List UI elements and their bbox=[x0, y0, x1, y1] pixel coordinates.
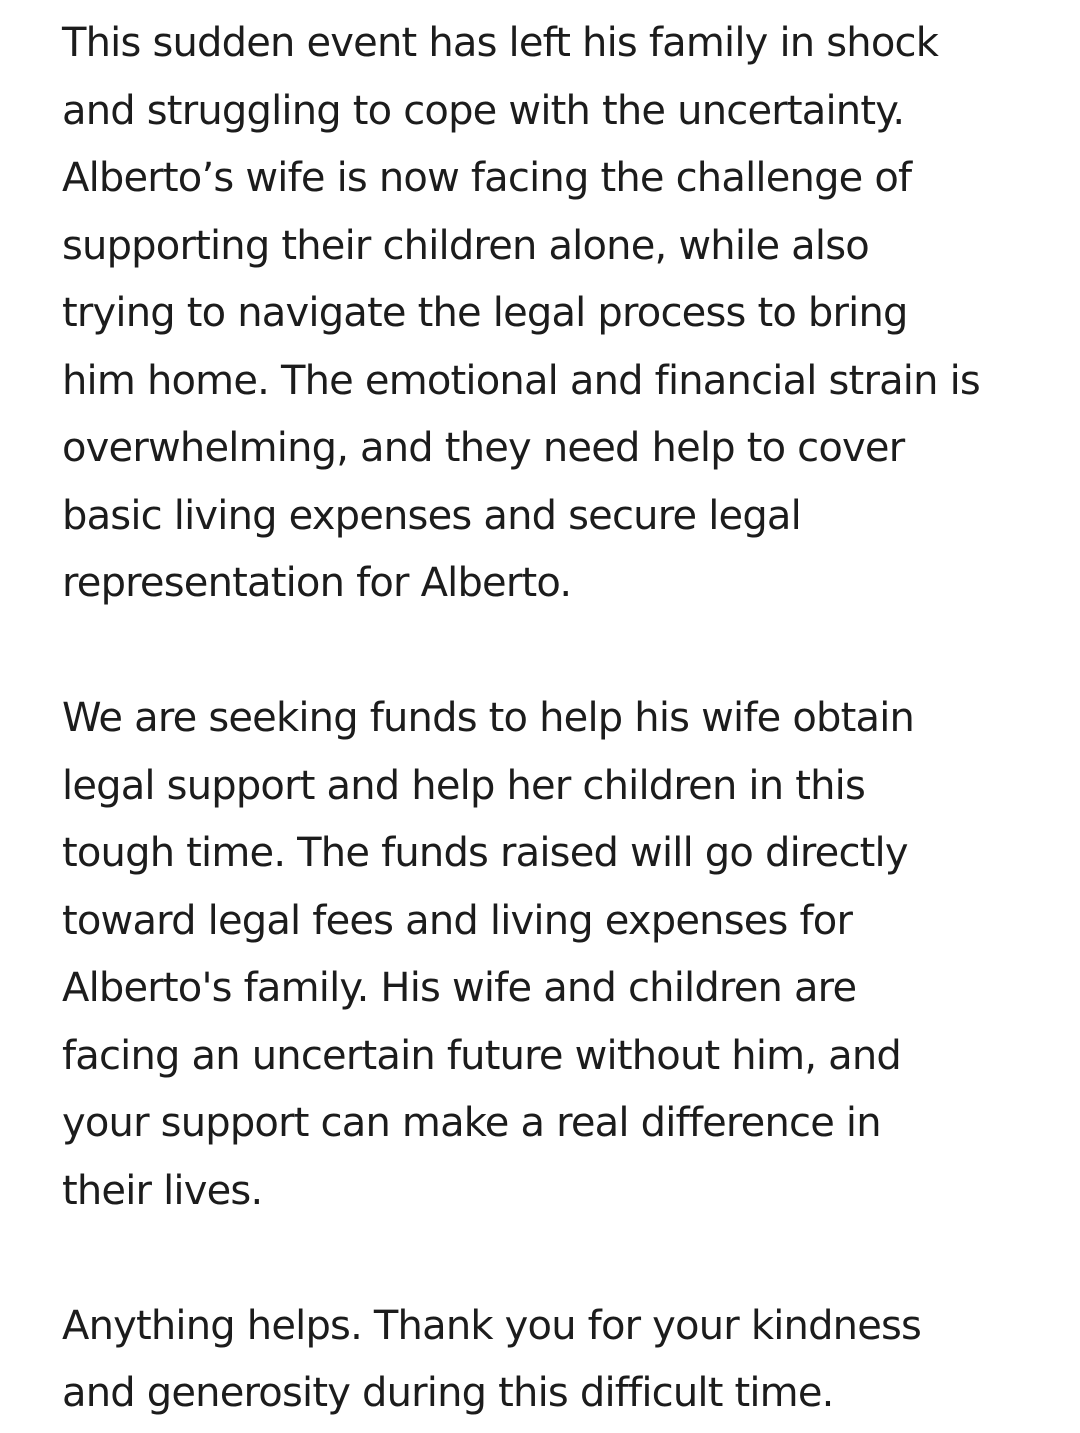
text-line: overwhelming, and they need help to cover bbox=[62, 425, 905, 471]
text-line: facing an uncertain future without him, and bbox=[62, 1032, 902, 1079]
text-line: Alberto's family. His wife and children are bbox=[62, 965, 857, 1011]
story-paragraph-1 bbox=[62, 10, 1052, 618]
text-line: representation for Alberto. bbox=[62, 560, 572, 606]
text-line: basic living expenses and secure legal bbox=[62, 492, 801, 539]
text-line: legal support and help her children in this bbox=[62, 762, 865, 809]
story-paragraph-2 bbox=[62, 685, 1052, 1225]
text-line: toward legal fees and living expenses for bbox=[62, 897, 853, 944]
text-line: and struggling to cope with the uncertainty. bbox=[62, 87, 905, 134]
text-line: trying to navigate the legal process to bring bbox=[62, 290, 908, 336]
text-line: Anything helps. Thank you for your kindness bbox=[62, 1302, 922, 1349]
text-line: supporting their children alone, while also bbox=[62, 222, 869, 269]
text-line: him home. The emotional and financial strain is bbox=[62, 357, 980, 404]
text-line: Alberto’s wife is now facing the challenge of bbox=[62, 155, 912, 201]
text-line: their lives. bbox=[62, 1167, 263, 1214]
story-paragraph-3 bbox=[62, 1293, 1052, 1428]
text-line: tough time. The funds raised will go directly bbox=[62, 830, 908, 876]
text-line: We are seeking funds to help his wife obtain bbox=[62, 695, 915, 741]
text-line: your support can make a real difference in bbox=[62, 1100, 881, 1146]
text-line: and generosity during this difficult time. bbox=[62, 1370, 834, 1416]
story-body bbox=[62, 10, 1052, 1428]
paragraph-spacer bbox=[62, 618, 1052, 686]
paragraph-spacer bbox=[62, 1225, 1052, 1293]
text-line: This sudden event has left his family in shock bbox=[62, 20, 939, 66]
